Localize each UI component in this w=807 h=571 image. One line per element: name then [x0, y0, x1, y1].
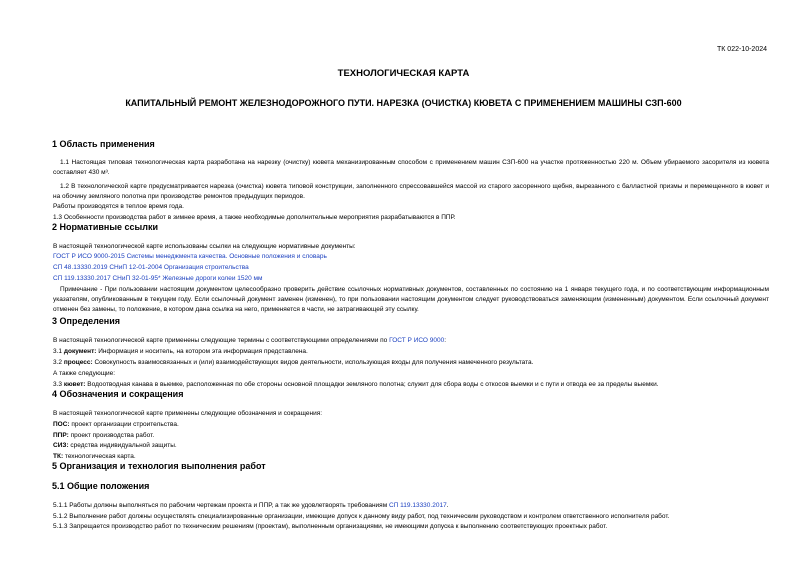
- abbreviation-term: ТК:: [53, 453, 64, 460]
- definition-text: Информация и носитель, на котором эта информация представлена.: [98, 348, 308, 355]
- definition-term: кювет:: [63, 381, 86, 388]
- section-2-intro: В настоящей технологической карте использованы ссылки на следующие нормативные документы:: [53, 243, 356, 250]
- abbreviation-text: средства индивидуальной защиты.: [70, 442, 177, 449]
- sp-119-link[interactable]: СП 119.13330.2017: [389, 502, 447, 509]
- document-code: ТК 022-10-2024: [717, 46, 767, 53]
- definition-term: процесс:: [63, 359, 93, 366]
- paragraph-1-1: 1.1 Настоящая типовая технологическая карта разработана на нарезку (очистку) кювета механизированным способом с применением машин СЗП-600 на участке протяженностью 220 м. Объем убираемого засорителя из кювета составляет 430 м³.: [53, 159, 769, 176]
- section-5-1-heading: 5.1 Общие положения: [52, 481, 150, 491]
- section-5-heading: 5 Организация и технология выполнения работ: [52, 461, 266, 471]
- definition-number: 3.3: [53, 381, 63, 388]
- definition-term: документ:: [63, 348, 97, 355]
- section-2-heading: 2 Нормативные ссылки: [52, 222, 158, 232]
- abbreviation-item: [53, 431, 769, 441]
- document-subtitle: КАПИТАЛЬНЫЙ РЕМОНТ ЖЕЛЕЗНОДОРОЖНОГО ПУТИ. НАРЕЗКА (ОЧИСТКА) КЮВЕТА С ПРИМЕНЕНИЕМ МАШИНЫ СЗП-600: [125, 98, 682, 108]
- paragraph-5-1-1: 5.1.1 Работы должны выполняться по рабочим чертежам проекта и ППР, а так же удовлетворять требованиям СП 119.13330.2017.: [53, 502, 449, 509]
- definition-text: Совокупность взаимосвязанных и (или) взаимодействующих видов деятельности, использующая входы для получения намеченного результата.: [94, 359, 534, 366]
- section-4-intro: В настоящей технологической карте применены следующие обозначения и сокращения:: [53, 410, 323, 417]
- abbreviation-term: ПОС:: [53, 421, 70, 428]
- abbreviation-text: технологическая карта.: [64, 453, 136, 460]
- document-title: ТЕХНОЛОГИЧЕСКАЯ КАРТА: [337, 68, 470, 79]
- paragraph-1-2-note: Работы производятся в теплое время года.: [53, 203, 184, 210]
- gost-iso-9000-link[interactable]: ГОСТ Р ИСО 9000: [389, 337, 445, 344]
- abbreviation-text: проект организации строительства.: [71, 421, 179, 428]
- normative-link-sp-48[interactable]: СП 48.13330.2019 СНиП 12-01-2004 Организация строительства: [53, 264, 249, 271]
- abbreviation-item: [53, 420, 769, 430]
- paragraph-1-2: 1.2 В технологической карте предусматривается нарезка (очистка) кювета типовой конструкции, заполненного спрессовавшейся массой из старого засоренного щебня, вырезанного с балластной призмы и перемещенного в кювет и на обочину земляного полотна при производстве ремонтов предыдущих периодов.: [53, 183, 769, 200]
- definition-number: 3.1: [53, 348, 63, 355]
- section-1-heading: 1 Область применения: [52, 139, 155, 149]
- section-3-heading: 3 Определения: [52, 316, 120, 326]
- normative-link-gost-iso-9000[interactable]: ГОСТ Р ИСО 9000-2015 Системы менеджмента качества. Основные положения и словарь: [53, 253, 327, 260]
- abbreviation-text: проект производства работ.: [70, 432, 155, 439]
- definition-document: [53, 347, 769, 357]
- normative-link-sp-119[interactable]: СП 119.13330.2017 СНиП 32-01-95* Железные дороги колеи 1520 мм: [53, 275, 263, 282]
- paragraph-5-1-2: 5.1.2 Выполнение работ должны осуществлять специализированные организации, имеющие допуск к данному виду работ, под техническим руководством и контролем ответственного исполнителя работ.: [53, 513, 670, 520]
- section-3-intro-text: В настоящей технологической карте применены следующие термины с соответствующими определениями по: [53, 337, 388, 344]
- abbreviation-term: СИЗ:: [53, 442, 69, 449]
- paragraph-5-1-1-text: 5.1.1 Работы должны выполняться по рабочим чертежам проекта и ППР, а так же удовлетворять требованиям: [53, 502, 388, 509]
- definition-number: 3.2: [53, 359, 63, 366]
- section-3-intro: В настоящей технологической карте применены следующие термины с соответствующими определениями по ГОСТ Р ИСО 9000:: [53, 337, 447, 344]
- paragraph-1-3: 1.3 Особенности производства работ в зимнее время, а также необходимые дополнительные мероприятия разрабатываются в ППР.: [53, 214, 456, 221]
- definition-also: А также следующие:: [53, 370, 116, 377]
- abbreviation-item: [53, 441, 769, 451]
- paragraph-5-1-3: 5.1.3 Запрещается производство работ по техническим решениям (проектам), выполненным организациями, не имеющими допуска к выполнению соответствующих проектных работ.: [53, 523, 608, 530]
- section-4-heading: 4 Обозначения и сокращения: [52, 389, 184, 399]
- section-2-note: Примечание - При пользовании настоящим документом целесообразно проверить действие ссылочных нормативных документов, составленных по состоянию на 1 января текущего года, и по соответствующим информационным указателям, опубликованным в текущем году. Если ссылочный документ заменен (изменен), то при пользовании настоящим документом следует руководствоваться заменяющим (измененным) документом. Если ссылочный документ отменен без замены, то положение, в котором дана ссылка на него, применяется в части, не затрагивающей эту ссылку.: [53, 286, 769, 313]
- definition-text: Водоотводная канава в выемке, расположенная по обе стороны основной площадки земляного полотна; служит для сбора воды с откосов выемки и с пути и отвода ее за пределы выемки.: [87, 381, 659, 388]
- abbreviation-term: ППР:: [53, 432, 69, 439]
- definition-process: [53, 358, 769, 368]
